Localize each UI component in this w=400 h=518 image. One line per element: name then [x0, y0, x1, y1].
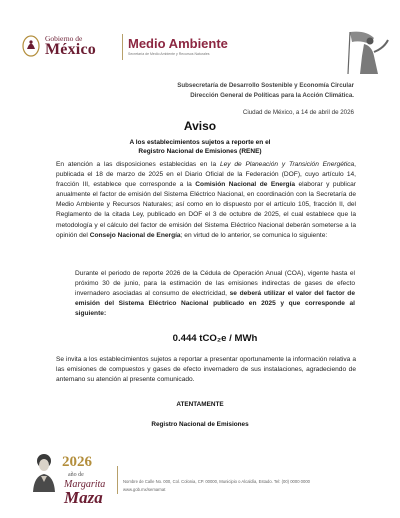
- office-line-2: Dirección General de Políticas para la Acción Climática.: [190, 92, 354, 99]
- footer-divider: [117, 466, 118, 494]
- closing-label: ATENTAMENTE: [176, 401, 224, 408]
- header-divider: [122, 34, 123, 60]
- footer-website: www.gob.mx/semarnat: [123, 487, 166, 492]
- council-name: Consejo Nacional de Energía: [89, 231, 181, 239]
- ministry-subtitle: Secretaría de Medio Ambiente y Recursos Naturales: [128, 52, 210, 56]
- signature-label: Registro Nacional de Emisiones: [151, 421, 249, 428]
- eagle-emblem-icon: [22, 34, 40, 58]
- cne-name: Comisión Nacional de Energía: [195, 181, 296, 189]
- p2-text: Durante el periodo de reporte 2026 de la Cédula de Operación Anual (COA), vigente hasta el próximo 30 de junio, para la estimación de las emisiones indirectas de gases de efecto invernadero asociadas al consumo de electricidad,: [75, 270, 355, 298]
- law-name: Ley de Planeación y Transición Energética: [219, 161, 355, 168]
- p1-text-2: , publicada el 18 de marzo de 2025 en el Diario Oficial de la Federación (DOF), cuyo artículo 14, fracción III, establece que corresponde a la: [56, 161, 357, 189]
- subtitle-line-2: Registro Nacional de Emisiones (RENE): [138, 148, 262, 155]
- p2-bold-text: se deberá utilizar el valor del factor de emisión del Sistema Eléctrico Nacional publicado en 2025 y que corresponde al siguiente:: [75, 290, 355, 318]
- footer-ano-de: año de: [68, 472, 84, 478]
- header: [22, 30, 382, 66]
- document-subtitle: [0, 138, 400, 156]
- mexico-label: México: [45, 41, 96, 58]
- p1-text-3: elaborar y publicar anualmente el factor de emisión del Sistema Eléctrico Nacional, en coordinación con la Secretaría de Medio Ambiente y Recursos Naturales; así como en lo dispuesto por el artículo 105, fracción II, del Reglamento de la citada Ley, publicado en DOF el 3 de octubre de 2025, el cual establece que la metodología y el cálculo del factor de emisión del Sistema Eléctrico Nacional deberán someterse a la opinión del: [56, 181, 356, 239]
- office-line-1: Subsecretaría de Desarrollo Sostenible y Economía Circular: [177, 82, 354, 89]
- paragraph-legal-basis: [56, 160, 356, 241]
- issuing-office: [177, 81, 354, 101]
- footer-year: 2026: [62, 454, 92, 470]
- emission-factor-value: 0.444 tCO₂e / MWh: [172, 333, 258, 344]
- footer-name-maza: Maza: [64, 488, 103, 507]
- p1-text-4: ; en virtud de lo anterior, se comunica lo siguiente:: [180, 231, 328, 239]
- footer-name-margarita: Margarita: [64, 479, 106, 490]
- paragraph-invitation: Se invita a los establecimientos sujetos a reportar a presentar oportunamente la información relativa a las emisiones de compuestos y gases de efecto invernadero de sus instalaciones, agradeciendo de antemano su atención al presente comunicado.: [56, 356, 356, 384]
- flag-woman-illustration-icon: [344, 30, 392, 76]
- footer-address: Nombre de Calle No. 000, Col. Colonia, CP. 00000, Municipio o Alcaldía, Estado. Tel: (00) 0000 0000: [123, 479, 310, 484]
- margarita-maza-portrait-icon: [30, 452, 58, 492]
- p1-text-1: En atención a las disposiciones establecidas en la: [56, 161, 220, 168]
- document-title: Aviso: [183, 119, 217, 133]
- ministry-title: Medio Ambiente: [128, 36, 228, 51]
- gobierno-label: Gobierno de: [45, 34, 83, 43]
- paragraph-instruction: [75, 269, 355, 319]
- document-date: Ciudad de México, a 14 de abril de 2026: [242, 109, 354, 116]
- subtitle-line-1: A los establecimientos sujetos a reporte en el: [129, 139, 271, 146]
